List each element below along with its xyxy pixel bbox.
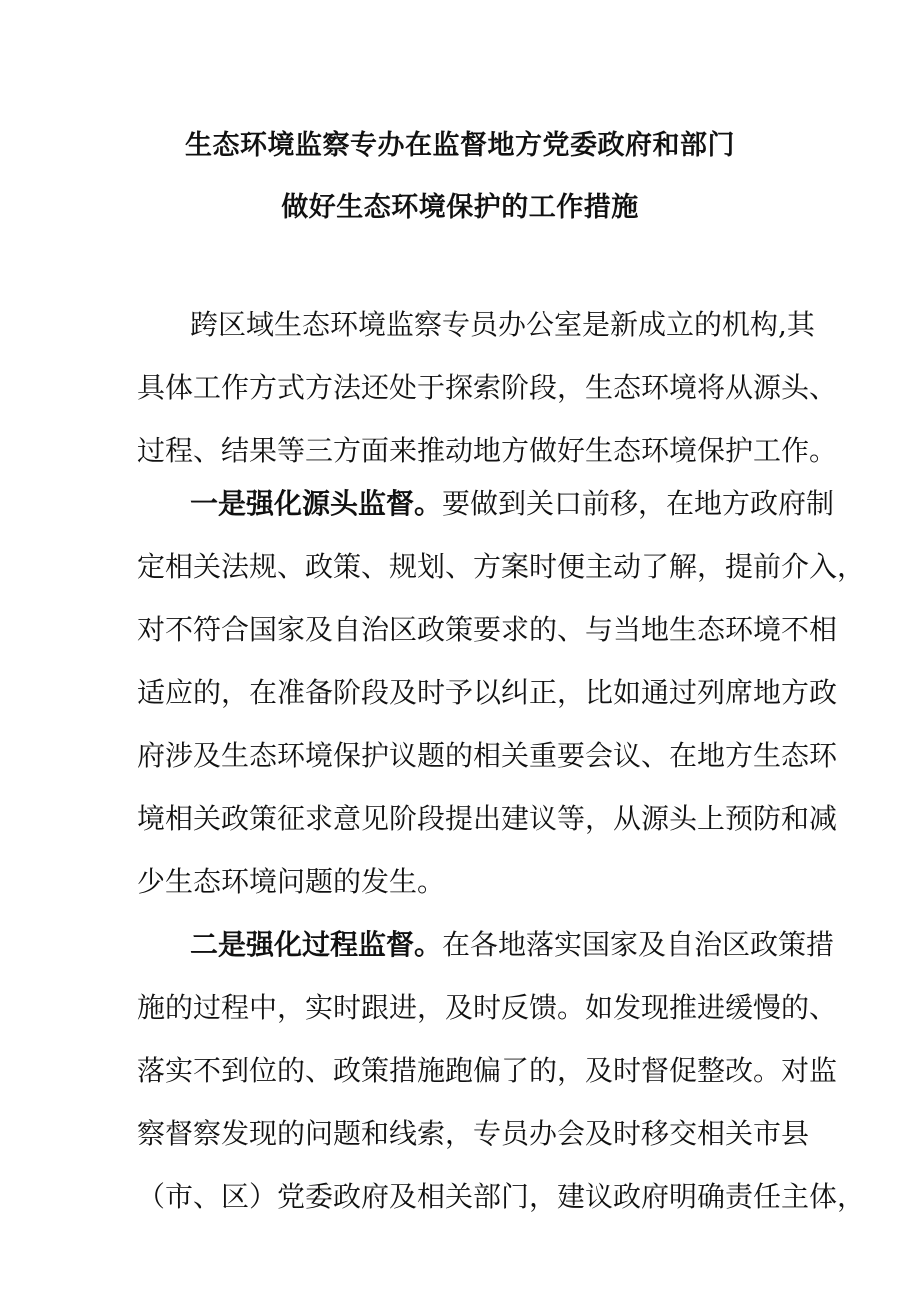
paragraph-2-line-2: 定相关法规、政策、规划、方案时便主动了解，提前介入， — [137, 550, 866, 583]
paragraph-3-first-line-text: 在各地落实国家及自治区政策措 — [442, 928, 835, 961]
paragraph-2-line-5: 府涉及生态环境保护议题的相关重要会议、在地方生态环 — [137, 739, 838, 772]
paragraph-3-heading: 二是强化过程监督。 — [190, 928, 443, 961]
paragraph-3-line-4: 察督察发现的问题和线索，专员办会及时移交相关市县 — [137, 1117, 810, 1150]
paragraph-3-line-3: 落实不到位的、政策措施跑偏了的，及时督促整改。对监 — [137, 1054, 838, 1087]
document-title-line-1: 生态环境监察专办在监督地方党委政府和部门 — [185, 130, 735, 161]
paragraph-2-line-6: 境相关政策征求意见阶段提出建议等，从源头上预防和减 — [137, 802, 838, 835]
document-title-line-2: 做好生态环境保护的工作措施 — [281, 192, 639, 223]
paragraph-2-first-line-text: 要做到关口前移，在地方政府制 — [442, 487, 835, 520]
paragraph-2-line-4: 适应的，在准备阶段及时予以纠正，比如通过列席地方政 — [137, 676, 838, 709]
paragraph-2-first-line — [190, 484, 834, 524]
paragraph-1-line-1: 跨区域生态环境监察专员办公室是新成立的机构,其 — [190, 308, 815, 341]
paragraph-3-line-5: （市、区）党委政府及相关部门，建议政府明确责任主体， — [137, 1180, 866, 1213]
paragraph-2-line-7: 少生态环境问题的发生。 — [137, 865, 446, 898]
paragraph-1-line-3: 过程、结果等三方面来推动地方做好生态环境保护工作。 — [137, 434, 838, 467]
paragraph-3-first-line — [190, 925, 834, 965]
paragraph-3-line-2: 施的过程中，实时跟进，及时反馈。如发现推进缓慢的、 — [137, 991, 838, 1024]
paragraph-1-line-2: 具体工作方式方法还处于探索阶段，生态环境将从源头、 — [137, 371, 838, 404]
paragraph-2-line-3: 对不符合国家及自治区政策要求的、与当地生态环境不相 — [137, 613, 838, 646]
paragraph-2-heading: 一是强化源头监督。 — [190, 487, 443, 520]
